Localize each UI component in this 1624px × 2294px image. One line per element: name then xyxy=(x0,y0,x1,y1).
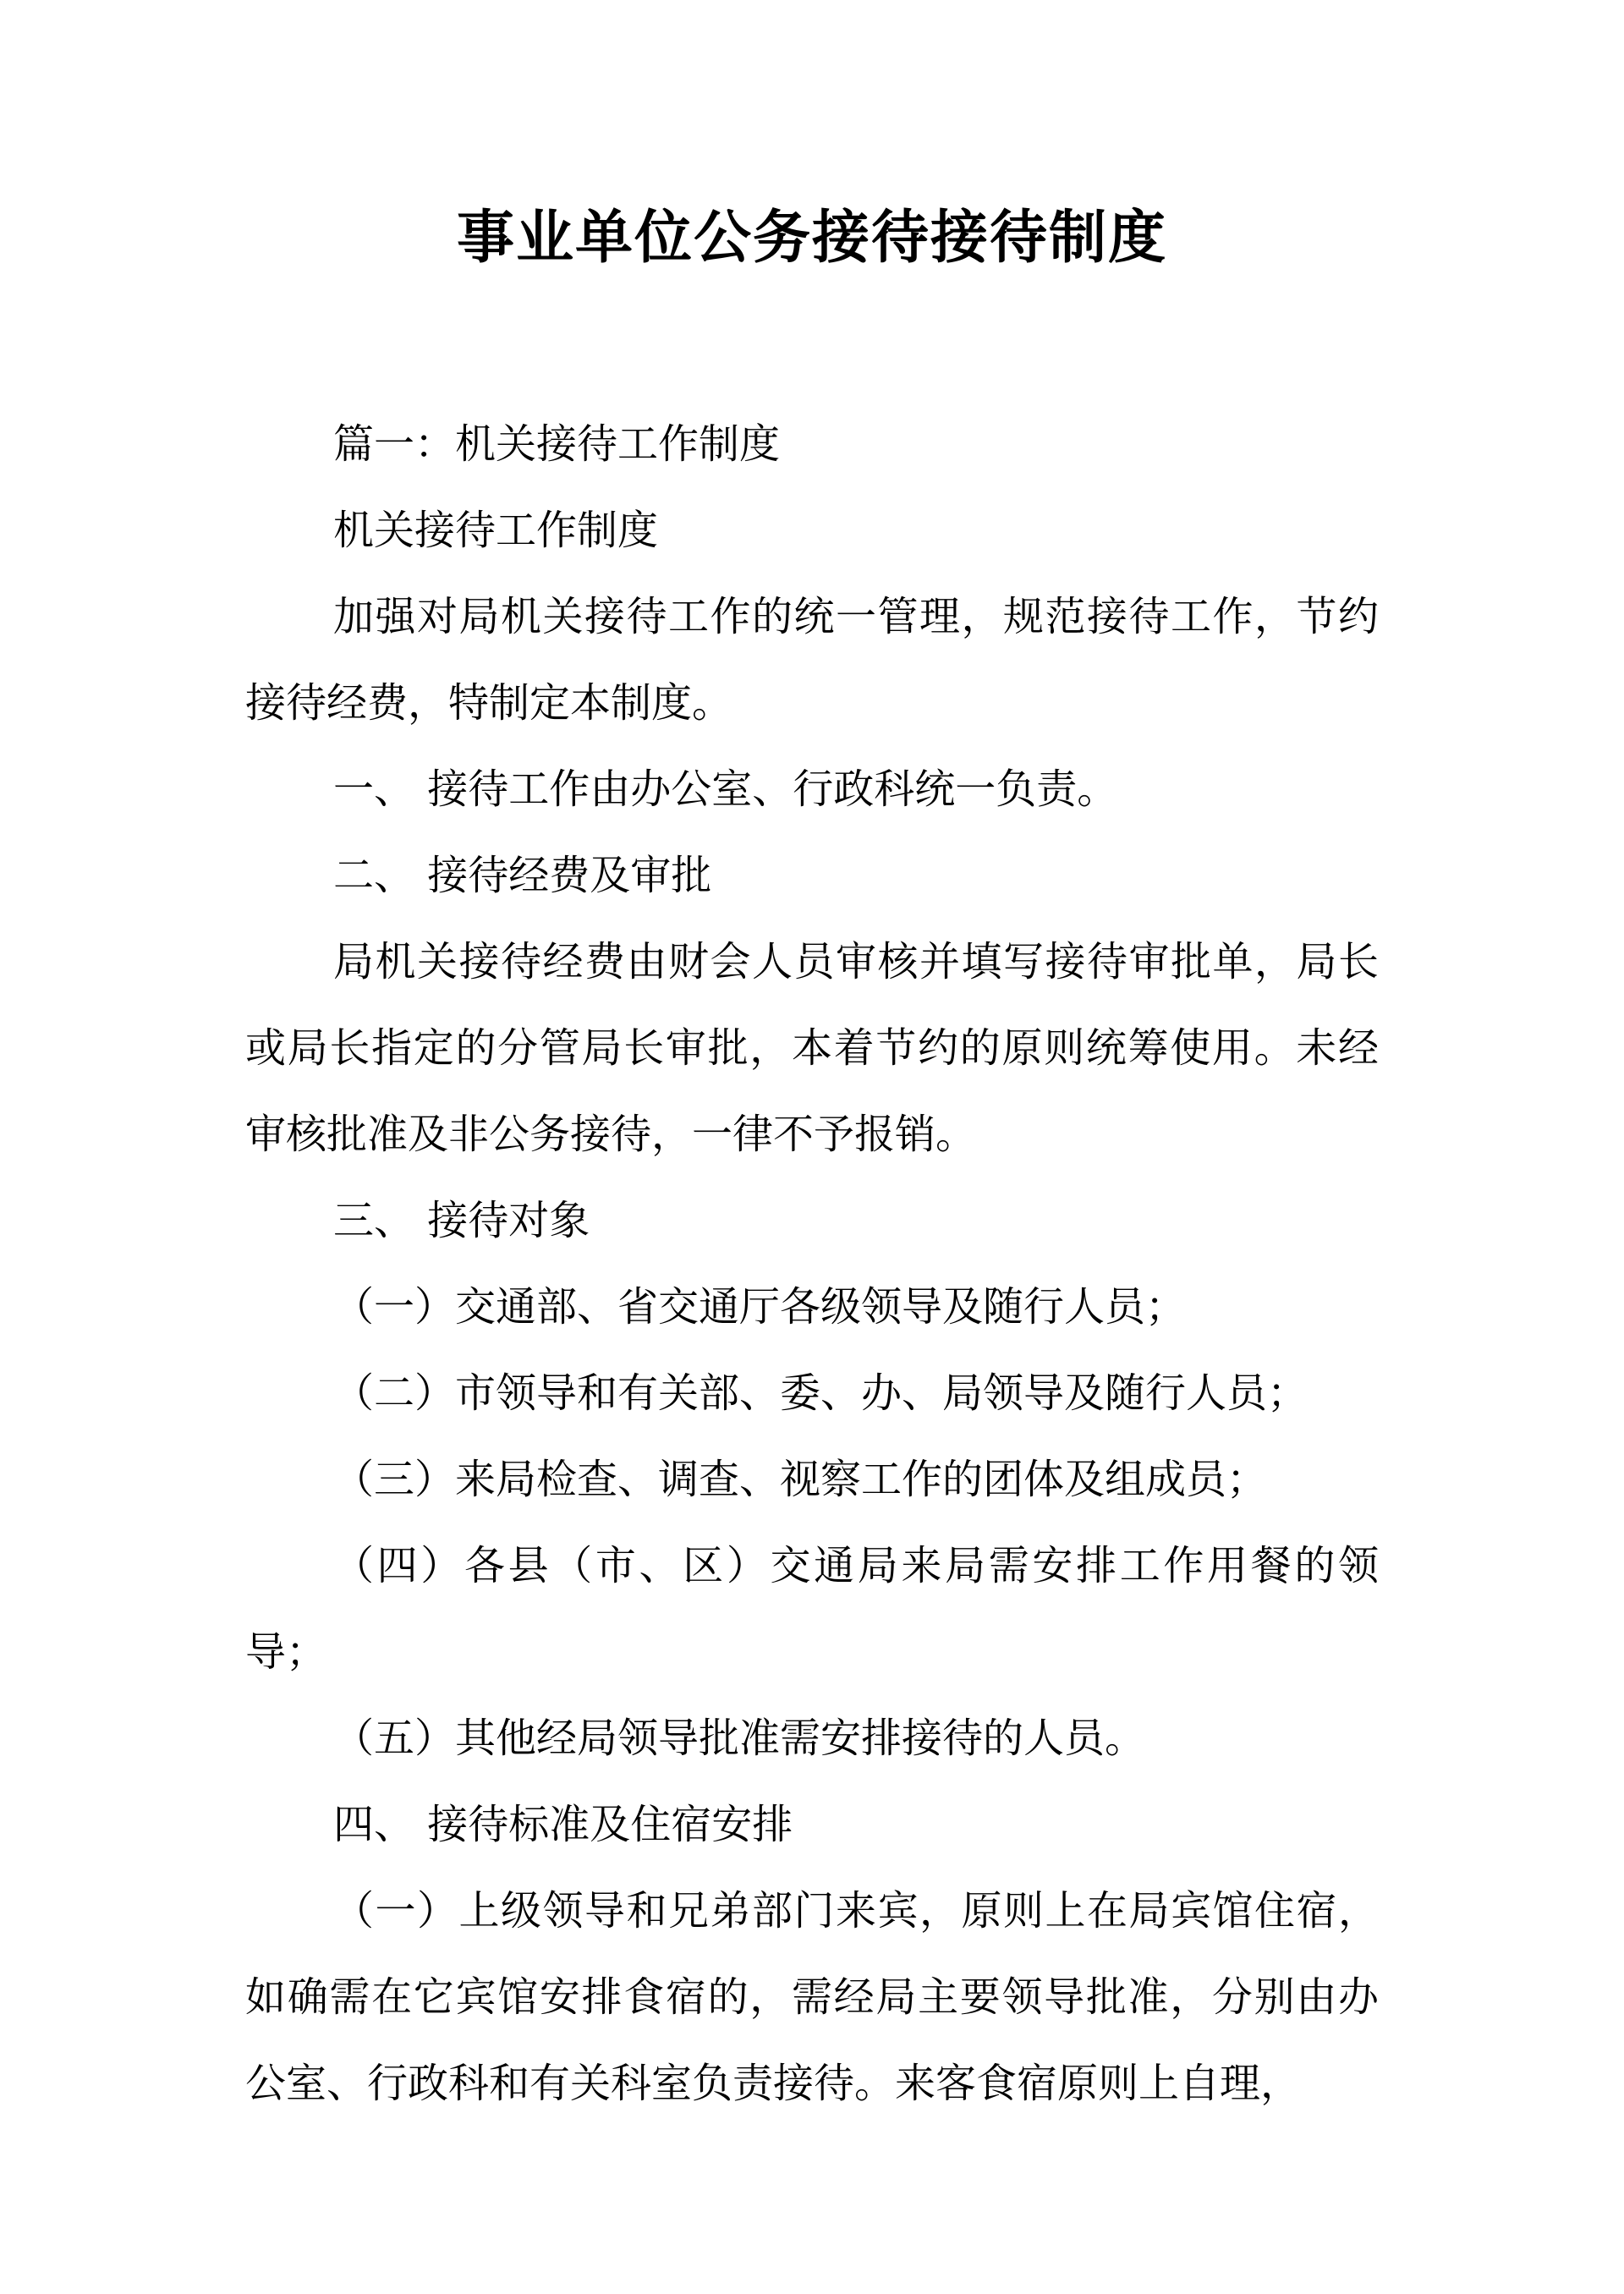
section-heading: 篇一：机关接待工作制度 xyxy=(333,420,781,468)
subtitle-paragraph: 机关接待工作制度 xyxy=(333,507,659,554)
clause-3-item-2: （二）市领导和有关部、委、办、局领导及随行人员； xyxy=(333,1369,1309,1417)
clause-3-item-3: （三）来局检查、调查、视察工作的团体及组成员； xyxy=(333,1456,1268,1503)
document-body xyxy=(245,401,1379,2127)
clause-2-body: 局机关接待经费由财会人员审核并填写接待审批单，局长或局长指定的分管局长审批，本着节约的原则统筹使用。未经审核批准及非公务接待，一律不予报销。 xyxy=(245,938,1379,1158)
document-title: 事业单位公务接待接待制度 xyxy=(456,205,1167,272)
clause-1: 一、 接待工作由办公室、行政科统一负责。 xyxy=(333,766,1118,813)
clause-4-item-1: （一）上级领导和兄弟部门来宾，原则上在局宾馆住宿，如确需在它宾馆安排食宿的，需经局主要领导批准，分别由办公室、行政科和有关科室负责接待。来客食宿原则上自理， xyxy=(245,1887,1379,2107)
clause-3-heading: 三、 接待对象 xyxy=(333,1197,590,1244)
clause-3-item-4: （四）各县（市、区）交通局来局需安排工作用餐的领导； xyxy=(245,1542,1379,1676)
clause-3-item-5: （五）其他经局领导批准需安排接待的人员。 xyxy=(333,1715,1146,1762)
clause-4-heading: 四、 接待标准及住宿安排 xyxy=(333,1801,793,1848)
intro-paragraph: 加强对局机关接待工作的统一管理，规范接待工作，节约接待经费，特制定本制度。 xyxy=(245,593,1379,727)
clause-3-item-1: （一）交通部、省交通厅各级领导及随行人员； xyxy=(333,1283,1187,1331)
clause-2-heading: 二、 接待经费及审批 xyxy=(333,852,712,899)
